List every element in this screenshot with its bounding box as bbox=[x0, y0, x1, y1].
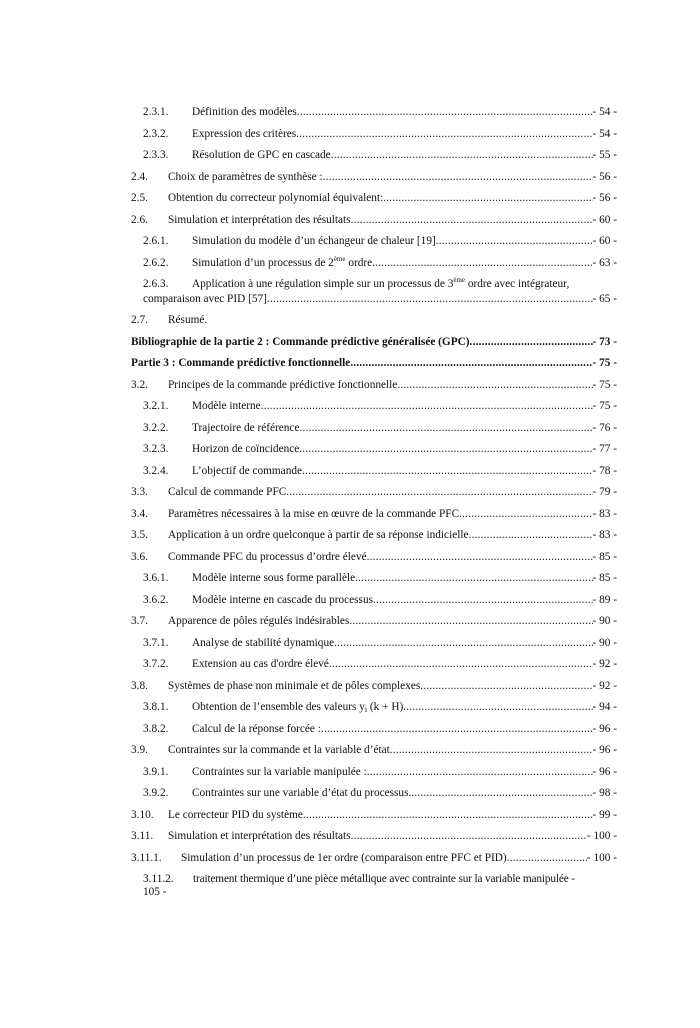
toc-entry[interactable] bbox=[131, 400, 617, 422]
toc-entry-number: 2.3.1. bbox=[143, 106, 169, 118]
toc-entry-number: 2.3.2. bbox=[143, 127, 169, 140]
toc-entry-number: 2.6.1. bbox=[143, 235, 169, 247]
dot-leader bbox=[469, 529, 593, 542]
toc-title-part: (k + H) bbox=[367, 701, 404, 713]
toc-page-number: - 56 - bbox=[592, 192, 617, 204]
dot-leader bbox=[299, 422, 592, 435]
toc-page-number: - 65 - bbox=[592, 293, 617, 305]
toc-entry[interactable] bbox=[131, 486, 617, 508]
toc-entry-number: 3.6.1. bbox=[143, 572, 169, 584]
dot-leader bbox=[296, 128, 592, 141]
toc-entry-number: 3.4. bbox=[131, 507, 148, 520]
toc-entry-number: 3.2.1. bbox=[143, 400, 169, 412]
toc-entry-line bbox=[143, 278, 617, 291]
toc-entry[interactable] bbox=[131, 787, 617, 809]
toc-page-number: - 75 - bbox=[592, 357, 617, 369]
toc-page-number: - 90 - bbox=[592, 615, 617, 627]
toc-entry-number: 3.5. bbox=[131, 529, 148, 541]
toc-title-part: ordre avec intégrateur, bbox=[465, 278, 570, 290]
toc-entry-number: 2.7. bbox=[131, 314, 148, 326]
toc-page-number: - 94 - bbox=[592, 701, 617, 713]
toc-page-number: - 79 - bbox=[592, 486, 617, 498]
toc-entry-line bbox=[143, 886, 617, 899]
toc-entry-number: 2.6.2. bbox=[143, 256, 169, 269]
toc-entry-title: Contraintes sur une variable d’état du processus. bbox=[192, 787, 412, 799]
dot-leader bbox=[367, 766, 593, 779]
dot-leader bbox=[350, 357, 592, 370]
toc-page-number: - 54 - bbox=[592, 127, 617, 140]
toc-entry-number: 3.2.4. bbox=[143, 464, 169, 477]
dot-leader bbox=[420, 680, 592, 693]
toc-entry-title: Modèle interne sous forme parallèle bbox=[192, 572, 356, 584]
toc-entry-number: 2.4. bbox=[131, 170, 148, 183]
toc-page-number: - 90 - bbox=[592, 636, 617, 649]
toc-page-number: - 92 - bbox=[592, 658, 617, 670]
toc-entry-title: Le correcteur PID du système bbox=[168, 808, 303, 821]
dot-leader bbox=[297, 106, 593, 119]
dot-leader bbox=[367, 551, 593, 564]
toc-entry[interactable] bbox=[131, 809, 617, 831]
toc-entry-number: 2.5. bbox=[131, 192, 148, 204]
toc-page-number: - 85 - bbox=[592, 550, 617, 563]
dot-leader bbox=[299, 443, 592, 456]
toc-page-number: - 76 - bbox=[592, 421, 617, 434]
toc-page-number: - 83 - bbox=[592, 529, 617, 541]
toc-entry[interactable] bbox=[131, 572, 617, 594]
dot-leader bbox=[261, 400, 593, 413]
toc-title-part: Simulation d’un processus de 2 bbox=[192, 256, 334, 269]
toc-entry-title: Expression des critères bbox=[192, 127, 297, 140]
toc-entry[interactable] bbox=[131, 551, 617, 573]
toc-entry-line bbox=[143, 293, 617, 306]
toc-entry-number: 3.11. bbox=[131, 830, 154, 842]
toc-entry-title: Modèle interne en cascade du processus bbox=[192, 593, 373, 606]
toc-entry-title: Simulation et interprétation des résultats bbox=[168, 830, 351, 842]
toc-entry-title: Analyse de stabilité dynamique bbox=[192, 636, 335, 649]
superscript: ème bbox=[453, 276, 466, 284]
toc-entry[interactable] bbox=[131, 443, 617, 465]
dot-leader bbox=[411, 787, 592, 800]
toc-page-number: - 89 - bbox=[592, 593, 617, 606]
toc-title-part: Application à une régulation simple sur un processus de 3 bbox=[192, 278, 454, 290]
toc-entry-title: Contraintes sur la commande et la variable d’état bbox=[168, 744, 390, 756]
toc-entry-title: Modèle interne bbox=[192, 400, 261, 412]
toc-entry[interactable] bbox=[131, 594, 617, 616]
toc-entry[interactable] bbox=[131, 680, 617, 702]
toc-entry-number: 3.7. bbox=[131, 615, 148, 627]
toc-page-number: - 100 - bbox=[586, 830, 617, 842]
toc-entry-title: Extension au cas d'ordre élevé bbox=[192, 658, 329, 670]
toc-entry-title bbox=[192, 701, 403, 714]
dot-leader bbox=[397, 379, 592, 392]
toc-page-number: - 73 - bbox=[592, 335, 617, 348]
toc-entry-number: 3.6.2. bbox=[143, 593, 169, 606]
toc-entry-number: 3.2.3. bbox=[143, 443, 169, 455]
toc-entry-title: Horizon de coïncidence bbox=[192, 443, 300, 455]
toc-entry[interactable] bbox=[131, 336, 617, 358]
dot-leader bbox=[302, 465, 593, 478]
toc-entry-title: Résumé. bbox=[168, 314, 208, 326]
toc-entry-title: Commande PFC du processus d’ordre élevé bbox=[168, 550, 367, 563]
dot-leader bbox=[373, 594, 593, 607]
toc-entry[interactable] bbox=[131, 314, 617, 336]
toc-page-number: - 92 - bbox=[592, 679, 617, 692]
toc-entry[interactable] bbox=[131, 744, 617, 766]
toc-entry[interactable] bbox=[131, 615, 617, 637]
toc-page-number: - 56 - bbox=[592, 170, 617, 183]
toc-entry-number: 3.7.2. bbox=[143, 658, 169, 670]
toc-page-number: - 85 - bbox=[592, 572, 617, 584]
toc-page-number: - 100 - bbox=[586, 851, 617, 864]
toc-entry[interactable] bbox=[131, 658, 617, 680]
toc-page-number: - 98 - bbox=[592, 787, 617, 799]
toc-entry-title: Apparence de pôles régulés indésirables bbox=[168, 615, 350, 627]
toc-entry-title: Obtention du correcteur polynomial équivalent: bbox=[168, 192, 384, 204]
toc-entry[interactable] bbox=[131, 171, 617, 193]
dot-leader bbox=[403, 701, 592, 714]
toc-page-number: - 54 - bbox=[592, 106, 617, 118]
toc-entry-continuation: 105 - bbox=[143, 886, 167, 898]
toc-page-number: - 83 - bbox=[592, 507, 617, 520]
dot-leader bbox=[351, 830, 587, 843]
dot-leader bbox=[349, 615, 592, 628]
toc-page-number: - 60 - bbox=[592, 235, 617, 247]
toc-page-number: - 96 - bbox=[592, 744, 617, 756]
toc-entry-number: 3.8. bbox=[131, 679, 148, 692]
toc-entry-title: Paramètres nécessaires à la mise en œuvre de la commande PFC bbox=[168, 507, 460, 520]
dot-leader bbox=[321, 723, 593, 736]
toc-entry[interactable] bbox=[131, 379, 617, 401]
toc-entry-number: 3.8.2. bbox=[143, 722, 169, 735]
toc-entry[interactable] bbox=[131, 529, 617, 551]
toc-entry[interactable] bbox=[131, 254, 617, 279]
toc-entry-title: Calcul de la réponse forcée : bbox=[192, 722, 321, 735]
toc-page-number: - 99 - bbox=[592, 808, 617, 821]
toc-entry-title: Trajectoire de référence bbox=[192, 421, 300, 434]
toc-entry-number: 3.9.1. bbox=[143, 765, 169, 778]
dot-leader bbox=[351, 214, 593, 227]
toc-entry-number: 2.6. bbox=[131, 213, 148, 226]
toc-page-number: - 96 - bbox=[592, 722, 617, 735]
dot-leader bbox=[436, 235, 593, 248]
toc-entry[interactable] bbox=[131, 128, 617, 150]
toc-title-part: ordre bbox=[345, 256, 373, 269]
toc-entry-title: Application à un ordre quelconque à partir de sa réponse indicielle bbox=[168, 529, 469, 541]
toc-entry-number: 3.6. bbox=[131, 550, 148, 563]
toc-entry-title: Définition des modèles bbox=[192, 106, 297, 118]
toc-entry-title bbox=[192, 254, 373, 270]
toc-page-number: - 77 - bbox=[592, 443, 617, 455]
toc-entry[interactable] bbox=[131, 873, 617, 899]
toc-entry-number: 3.11.2. bbox=[143, 873, 174, 885]
toc-entry[interactable] bbox=[131, 235, 617, 257]
toc-entry-title: Calcul de commande PFC bbox=[168, 486, 287, 498]
dot-leader bbox=[286, 486, 592, 499]
toc-entry-continuation: comparaison avec PID [57] bbox=[143, 293, 267, 305]
toc-entry-title: Partie 3 : Commande prédictive fonctionnelle bbox=[131, 357, 351, 369]
toc-entry[interactable] bbox=[131, 192, 617, 214]
dot-leader bbox=[470, 336, 593, 349]
dot-leader bbox=[507, 852, 587, 865]
toc-entry[interactable] bbox=[131, 701, 617, 723]
dot-leader bbox=[355, 572, 592, 585]
toc-page-number: - 55 - bbox=[592, 149, 617, 161]
toc-page-number: - 78 - bbox=[592, 464, 617, 477]
toc-entry[interactable] bbox=[131, 508, 617, 530]
toc-entry-title: Bibliographie de la partie 2 : Commande prédictive généralisée (GPC) bbox=[131, 335, 470, 348]
toc-entry-title: L’objectif de commande bbox=[192, 464, 303, 477]
toc-entry-title: Résolution de GPC en cascade bbox=[192, 149, 331, 161]
dot-leader bbox=[331, 149, 593, 162]
dot-leader bbox=[267, 293, 593, 306]
toc-page-number: - 60 - bbox=[592, 213, 617, 226]
toc-page-number: - 75 - bbox=[592, 400, 617, 412]
toc-entry[interactable] bbox=[131, 766, 617, 788]
superscript: ème bbox=[333, 254, 346, 263]
toc-entry-title: Simulation du modèle d’un échangeur de chaleur [19] bbox=[192, 235, 436, 247]
toc-entry-title: Principes de la commande prédictive fonctionnelle bbox=[168, 378, 398, 391]
toc-entry-number: 3.9.2. bbox=[143, 787, 169, 799]
toc-entry-number: 3.2.2. bbox=[143, 421, 169, 434]
table-of-contents bbox=[131, 106, 617, 899]
toc-entry[interactable] bbox=[131, 723, 617, 745]
toc-page-number: - 63 - bbox=[592, 256, 617, 269]
toc-entry-title: Simulation d’un processus de 1er ordre (comparaison entre PFC et PID) bbox=[181, 851, 507, 864]
dot-leader bbox=[329, 658, 593, 671]
toc-entry[interactable] bbox=[131, 830, 617, 852]
toc-entry[interactable] bbox=[131, 278, 617, 306]
toc-entry-number: 3.9. bbox=[131, 744, 148, 756]
toc-entry-title: Contraintes sur la variable manipulée : bbox=[192, 765, 367, 778]
toc-entry-title bbox=[192, 278, 617, 291]
toc-entry-line bbox=[143, 873, 617, 886]
dot-leader bbox=[390, 744, 593, 757]
toc-entry-title: Simulation et interprétation des résultats bbox=[168, 213, 351, 226]
toc-entry-title: traitement thermique d’une pièce métallique avec contrainte sur la variable manipulée - bbox=[193, 873, 575, 885]
toc-entry[interactable] bbox=[131, 852, 617, 874]
toc-page-number: - 75 - bbox=[592, 378, 617, 391]
toc-entry-number: 3.11.1. bbox=[131, 851, 162, 864]
toc-entry[interactable] bbox=[131, 637, 617, 659]
dot-leader bbox=[383, 192, 592, 205]
toc-entry[interactable] bbox=[131, 214, 617, 236]
toc-entry[interactable] bbox=[131, 149, 617, 171]
toc-entry[interactable] bbox=[131, 465, 617, 487]
toc-title-part: Obtention de l’ensemble des valeurs y bbox=[192, 701, 365, 713]
dot-leader bbox=[334, 637, 592, 650]
toc-entry-number: 2.3.3. bbox=[143, 149, 169, 161]
toc-entry[interactable] bbox=[131, 106, 617, 128]
toc-entry-number: 2.6.3. bbox=[143, 278, 169, 290]
dot-leader bbox=[372, 257, 592, 270]
dot-leader bbox=[303, 809, 593, 822]
toc-entry-number: 3.7.1. bbox=[143, 636, 169, 649]
dot-leader bbox=[459, 508, 592, 521]
dot-leader bbox=[323, 171, 593, 184]
toc-entry-title: Choix de paramètres de synthèse : bbox=[168, 170, 323, 183]
toc-entry-number: 3.2. bbox=[131, 378, 148, 391]
toc-entry-number: 3.8.1. bbox=[143, 701, 169, 713]
toc-entry[interactable] bbox=[131, 422, 617, 444]
toc-page-number: - 96 - bbox=[592, 765, 617, 778]
toc-entry-number: 3.3. bbox=[131, 486, 148, 498]
toc-entry-number: 3.10. bbox=[131, 808, 154, 821]
subscript: i bbox=[364, 705, 368, 714]
toc-entry-title: Systèmes de phase non minimale et de pôles complexes bbox=[168, 679, 421, 692]
toc-entry[interactable] bbox=[131, 357, 617, 379]
